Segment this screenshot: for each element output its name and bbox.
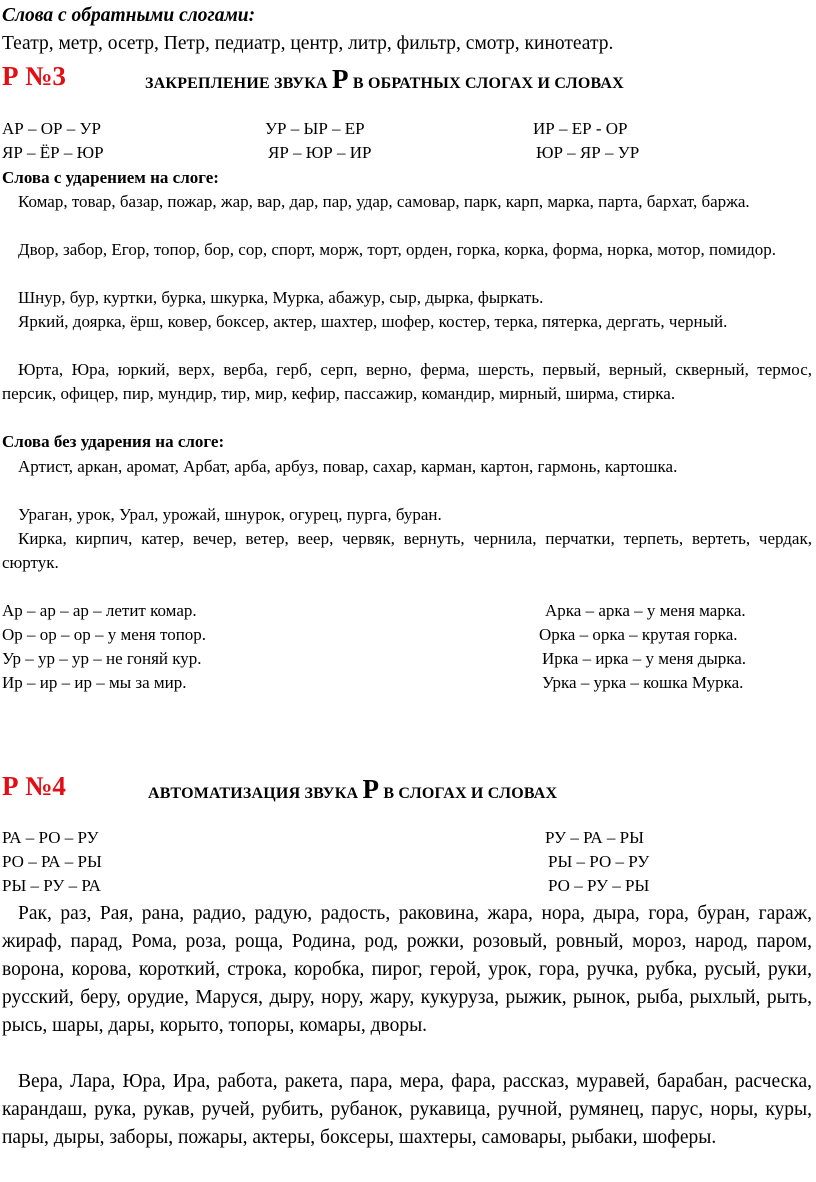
section4-title (148, 774, 557, 805)
section3-title-after: В ОБРАТНЫХ СЛОГАХ И СЛОВАХ (348, 75, 624, 92)
stressed-paragraph-3: Шнур, бур, куртки, бурка, шкурка, Мурка, абажур, сыр, дырка, фыркать. (18, 288, 544, 307)
unstressed-paragraph-1: Артист, аркан, аромат, Арбат, арба, арбуз, повар, сахар, карман, картон, гармонь, картошка. (18, 457, 678, 476)
s4-syllables-left-3: РЫ – РУ – РА (2, 876, 101, 895)
section4-number: Р №4 (2, 771, 66, 801)
unstressed-paragraph-3: Кирка, кирпич, катер, вечер, ветер, веер, червяк, вернуть, чернила, перчатки, терпеть, вертеть, чердак, сюртук. (2, 529, 812, 572)
unstressed-paragraph-2: Ураган, урок, Урал, урожай, шнурок, огурец, пурга, буран. (18, 505, 442, 524)
syllables-row2-col2: ЯР – ЮР – ИР (268, 143, 372, 162)
rhyme-left-1: Ар – ар – ар – летит комар. (2, 601, 197, 620)
stressed-paragraph-4: Яркий, доярка, ёрш, ковер, боксер, актер, шахтер, шофер, костер, терка, пятерка, дергать, черный. (18, 312, 728, 331)
rhyme-right-2: Орка – орка – крутая горка. (539, 625, 738, 644)
s4-syllables-right-3: РО – РУ – РЫ (548, 876, 650, 895)
intro-title: Слова с обратными слогами: (2, 5, 256, 26)
s4-syllables-right-2: РЫ – РО – РУ (548, 852, 650, 871)
stressed-title: Слова с ударением на слоге: (2, 168, 219, 187)
s4-paragraph-2: Вера, Лара, Юра, Ира, работа, ракета, пара, мера, фара, рассказ, муравей, барабан, расческа, карандаш, рука, рукав, ручей, рубить, рубанок, рукавица, ручной, румянец, парус, норы, куры, пары, дыры, заборы, пожары, актеры, боксеры, шахтеры, самовары, рыбаки, шоферы. (2, 1071, 812, 1148)
stressed-paragraph-2: Двор, забор, Егор, топор, бор, сор, спорт, морж, торт, орден, горка, корка, форма, норка, мотор, помидор. (18, 240, 777, 259)
section3-title (145, 64, 624, 95)
stressed-paragraph-5: Юрта, Юра, юркий, верх, верба, герб, серп, верно, ферма, шерсть, первый, верный, скверный, термос, персик, офицер, пир, мундир, тир, мир, кефир, пассажир, командир, мирный, ширма, стирка. (2, 360, 812, 403)
syllables-row1-col3: ИР – ЕР - ОР (533, 119, 628, 138)
s4-paragraph-1: Рак, раз, Рая, рана, радио, радую, радость, раковина, жара, нора, дыра, гора, буран, гараж, жираф, парад, Рома, роза, роща, Родина, род, рожки, розовый, ровный, мороз, народ, паром, ворона, корова, короткий, строка, коробка, пирог, герой, урок, гора, ручка, рубка, русый, руки, русский, беру, орудие, Маруся, дыру, нору, жару, кукуруза, рыжик, рынок, рыба, рыхлый, рыть, рысь, шары, дары, корыто, топоры, комары, дворы. (2, 903, 812, 1036)
section4-title-before: АВТОМАТИЗАЦИЯ ЗВУКА (148, 785, 363, 802)
rhyme-right-3: Ирка – ирка – у меня дырка. (542, 649, 747, 668)
section3-number: Р №3 (2, 61, 66, 91)
rhyme-right-4: Урка – урка – кошка Мурка. (542, 673, 744, 692)
syllables-row2-col1: ЯР – ЁР – ЮР (2, 143, 104, 162)
rhyme-left-4: Ир – ир – ир – мы за мир. (2, 673, 187, 692)
section3-title-letter: Р (331, 64, 349, 94)
s4-syllables-left-2: РО – РА – РЫ (2, 852, 102, 871)
rhyme-left-2: Ор – ор – ор – у меня топор. (2, 625, 207, 644)
intro-words: Театр, метр, осетр, Петр, педиатр, центр, литр, фильтр, смотр, кинотеатр. (2, 33, 614, 54)
s4-syllables-right-1: РУ – РА – РЫ (545, 828, 644, 847)
syllables-row1-col1: АР – ОР – УР (2, 119, 101, 138)
syllables-row2-col3: ЮР – ЯР – УР (536, 143, 640, 162)
rhyme-right-1: Арка – арка – у меня марка. (545, 601, 746, 620)
rhyme-left-3: Ур – ур – ур – не гоняй кур. (2, 649, 202, 668)
unstressed-title: Слова без ударения на слоге: (2, 432, 225, 451)
syllables-row1-col2: УР – ЫР – ЕР (265, 119, 365, 138)
s4-syllables-left-1: РА – РО – РУ (2, 828, 99, 847)
section4-title-letter: Р (362, 774, 380, 804)
section4-title-after: В СЛОГАХ И СЛОВАХ (379, 785, 558, 802)
stressed-paragraph-1: Комар, товар, базар, пожар, жар, вар, дар, пар, удар, самовар, парк, карп, марка, парта, бархат, баржа. (18, 192, 750, 211)
section3-title-before: ЗАКРЕПЛЕНИЕ ЗВУКА (145, 75, 332, 92)
